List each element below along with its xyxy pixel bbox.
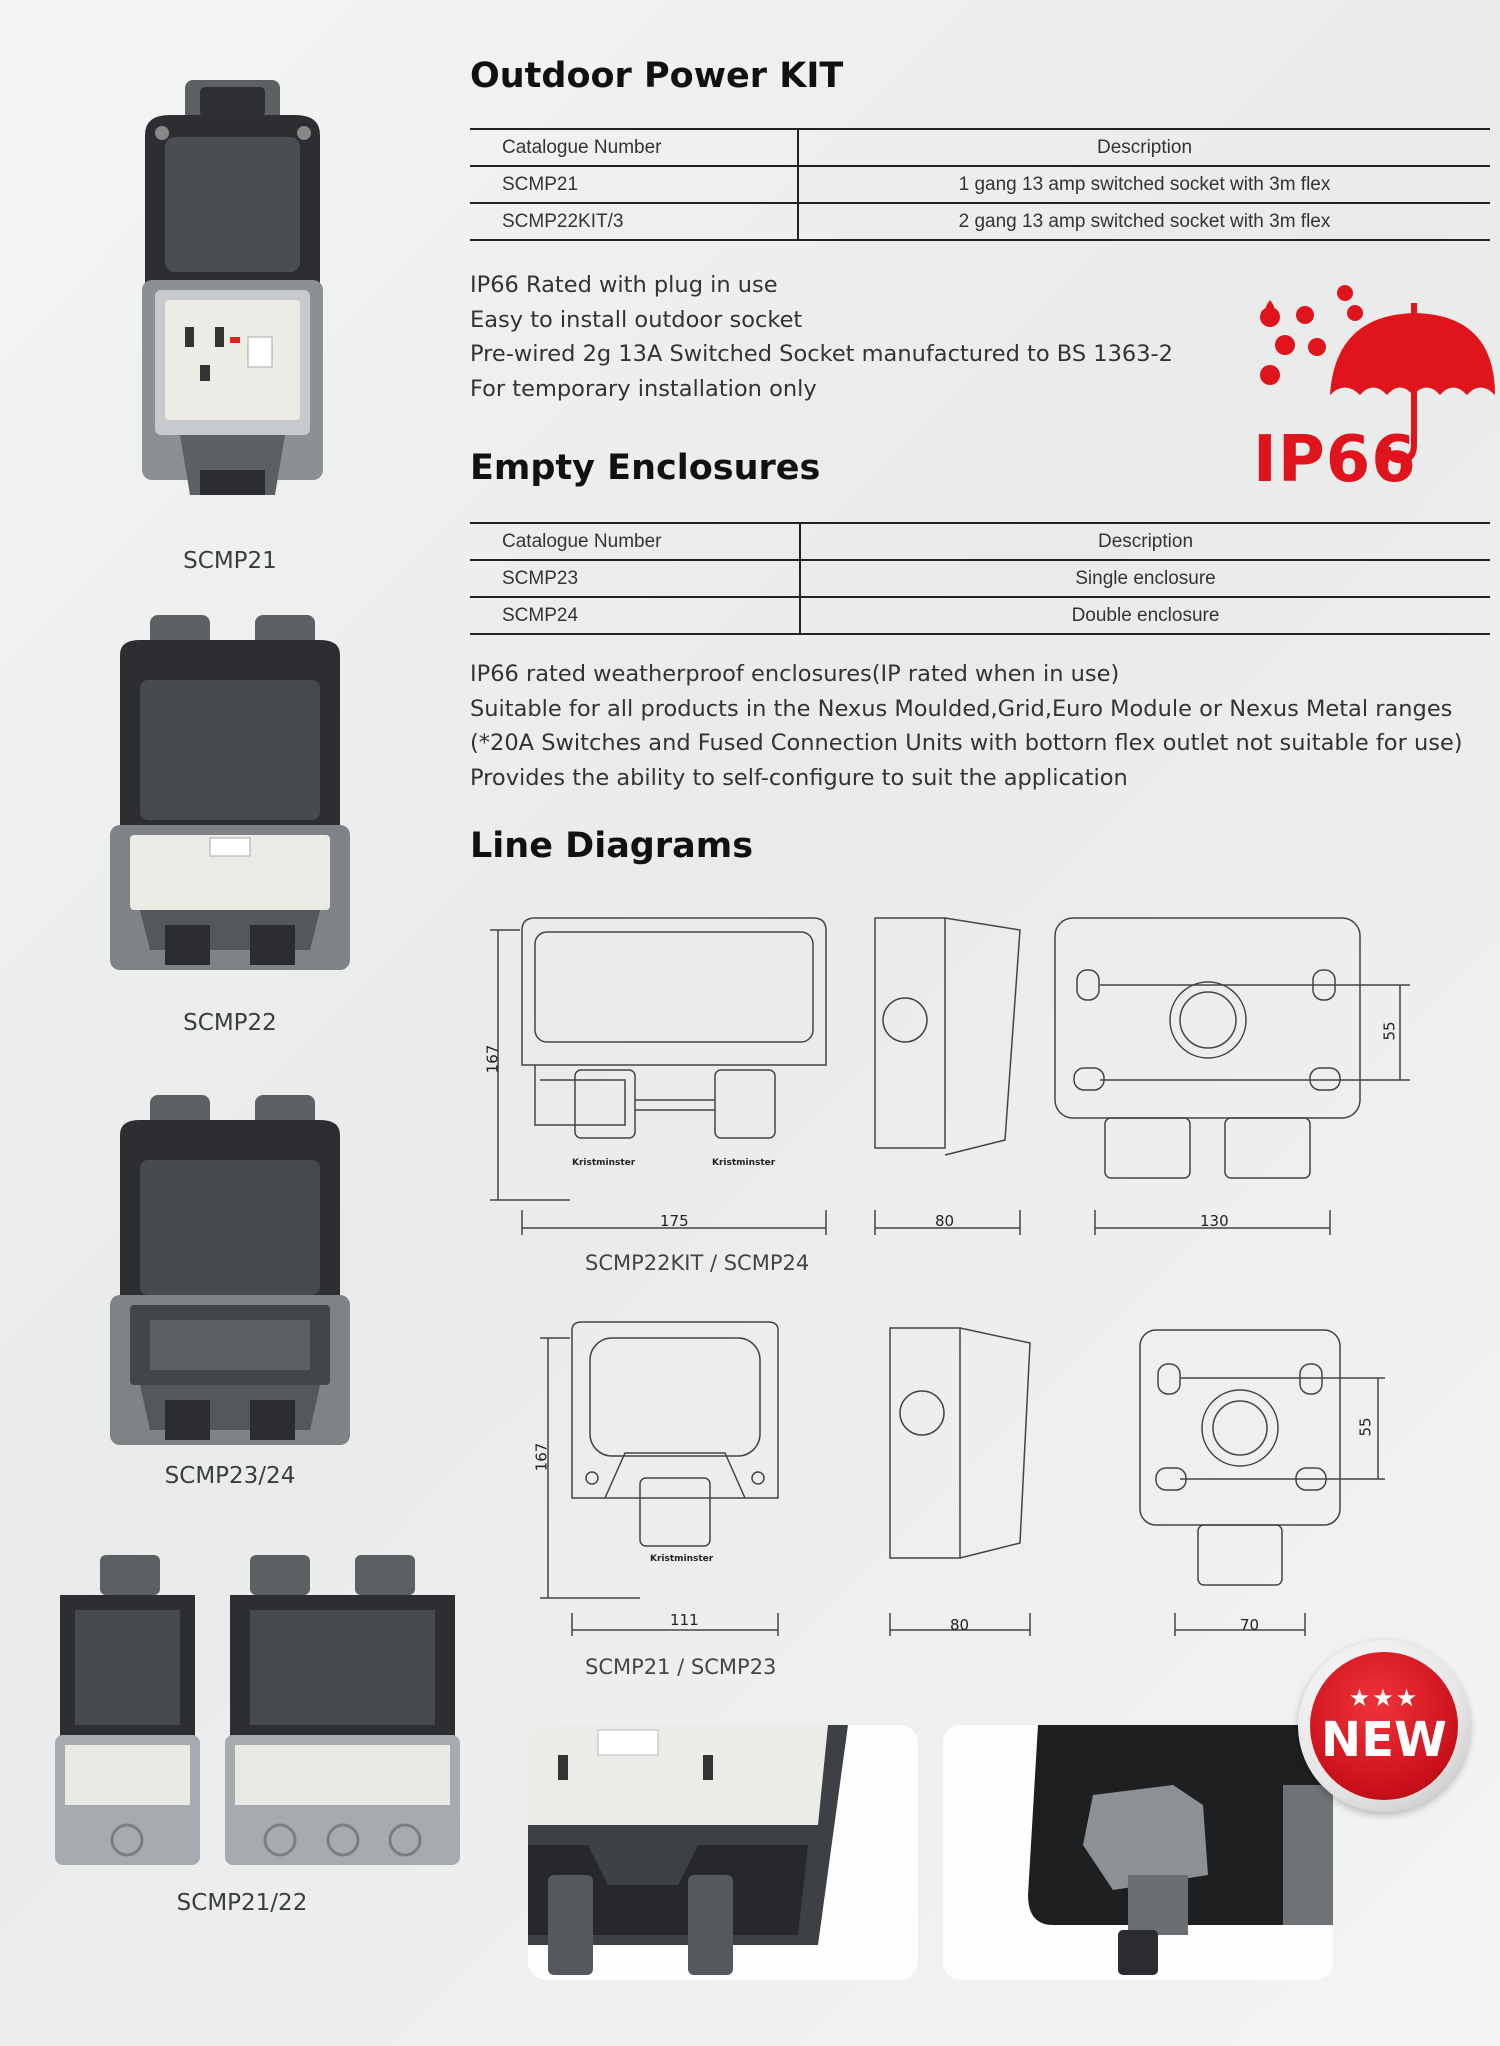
line-diagram-double bbox=[480, 910, 1420, 1240]
feature-line: (*20A Switches and Fused Connection Units with bottorn flex outlet not suitable for use) bbox=[470, 730, 1463, 756]
product-caption: SCMP21 bbox=[183, 548, 277, 574]
product-photo-scmp23-24 bbox=[105, 1090, 355, 1450]
feature-line: Provides the ability to self-configure to suit the application bbox=[470, 764, 1128, 791]
feature-line: IP66 rated weatherproof enclosures(IP rated when in use) bbox=[470, 661, 1120, 687]
table-cell: SCMP24 bbox=[470, 597, 800, 634]
product-caption: SCMP22 bbox=[183, 1010, 277, 1036]
product-caption: SCMP23/24 bbox=[164, 1463, 296, 1489]
table-header-cell: Catalogue Number bbox=[470, 523, 800, 560]
table-cell: SCMP22KIT/3 bbox=[470, 203, 798, 240]
dim-side-width: 80 bbox=[935, 1212, 955, 1230]
feature-line: Pre-wired 2g 13A Switched Socket manufactured to BS 1363-2 bbox=[470, 341, 1173, 367]
dim-front-width: 175 bbox=[660, 1212, 689, 1230]
dim-side-width: 80 bbox=[950, 1616, 970, 1634]
brand-label: Kristminster bbox=[572, 1158, 636, 1168]
outdoor-power-kit-features bbox=[470, 268, 1173, 406]
brand-label: Kristminster bbox=[650, 1554, 714, 1564]
new-badge-label: NEW bbox=[1321, 1712, 1447, 1768]
empty-enclosures-features bbox=[470, 657, 1463, 795]
line-diagram-caption: SCMP22KIT / SCMP24 bbox=[585, 1251, 810, 1275]
feature-line: IP66 Rated with plug in use bbox=[470, 272, 778, 298]
section-title-outdoor-power-kit: Outdoor Power KIT bbox=[470, 56, 844, 96]
brand-label: Kristminster bbox=[712, 1158, 776, 1168]
table-header-cell: Description bbox=[800, 523, 1490, 560]
table-row bbox=[470, 166, 1490, 203]
section-title-empty-enclosures: Empty Enclosures bbox=[470, 448, 821, 488]
table-cell: SCMP21 bbox=[470, 166, 798, 203]
detail-photo-socket-closeup bbox=[528, 1725, 918, 1980]
table-cell: SCMP23 bbox=[470, 560, 800, 597]
product-photo-scmp22 bbox=[105, 610, 355, 975]
line-diagram-single bbox=[530, 1318, 1410, 1648]
feature-line: Suitable for all products in the Nexus Moulded,Grid,Euro Module or Nexus Metal ranges bbox=[470, 695, 1453, 722]
dim-hole-spacing: 55 bbox=[1380, 1021, 1399, 1041]
new-badge bbox=[1298, 1640, 1470, 1812]
table-header-row bbox=[470, 129, 1490, 166]
detail-photo-flap-closeup bbox=[943, 1725, 1333, 1980]
section-title-line-diagrams: Line Diagrams bbox=[470, 826, 754, 866]
empty-enclosures-table bbox=[470, 522, 1490, 635]
table-header-cell: Catalogue Number bbox=[470, 129, 798, 166]
outdoor-power-kit-table bbox=[470, 128, 1490, 241]
new-badge-stars: ★★★ bbox=[1348, 1684, 1420, 1712]
product-caption: SCMP21/22 bbox=[176, 1890, 308, 1916]
dim-back-width: 130 bbox=[1200, 1212, 1229, 1230]
table-row bbox=[470, 597, 1490, 634]
dim-height: 167 bbox=[483, 1044, 502, 1074]
ip66-label: IP66 bbox=[1253, 423, 1417, 497]
dim-height: 167 bbox=[532, 1442, 551, 1472]
product-photo-scmp21-22 bbox=[55, 1550, 465, 1870]
dim-front-width: 111 bbox=[670, 1611, 699, 1629]
table-cell: 1 gang 13 amp switched socket with 3m flex bbox=[798, 166, 1490, 203]
table-row bbox=[470, 203, 1490, 240]
table-cell: 2 gang 13 amp switched socket with 3m flex bbox=[798, 203, 1490, 240]
dim-back-width: 70 bbox=[1240, 1616, 1260, 1634]
table-header-cell: Description bbox=[798, 129, 1490, 166]
table-cell: Single enclosure bbox=[800, 560, 1490, 597]
feature-line: Easy to install outdoor socket bbox=[470, 306, 803, 333]
product-photo-scmp21 bbox=[130, 75, 335, 515]
line-diagram-caption: SCMP21 / SCMP23 bbox=[585, 1655, 777, 1679]
feature-line: For temporary installation only bbox=[470, 375, 817, 402]
ip66-badge bbox=[1245, 285, 1495, 500]
table-row bbox=[470, 560, 1490, 597]
table-cell: Double enclosure bbox=[800, 597, 1490, 634]
dim-hole-spacing: 55 bbox=[1356, 1417, 1375, 1437]
table-header-row bbox=[470, 523, 1490, 560]
